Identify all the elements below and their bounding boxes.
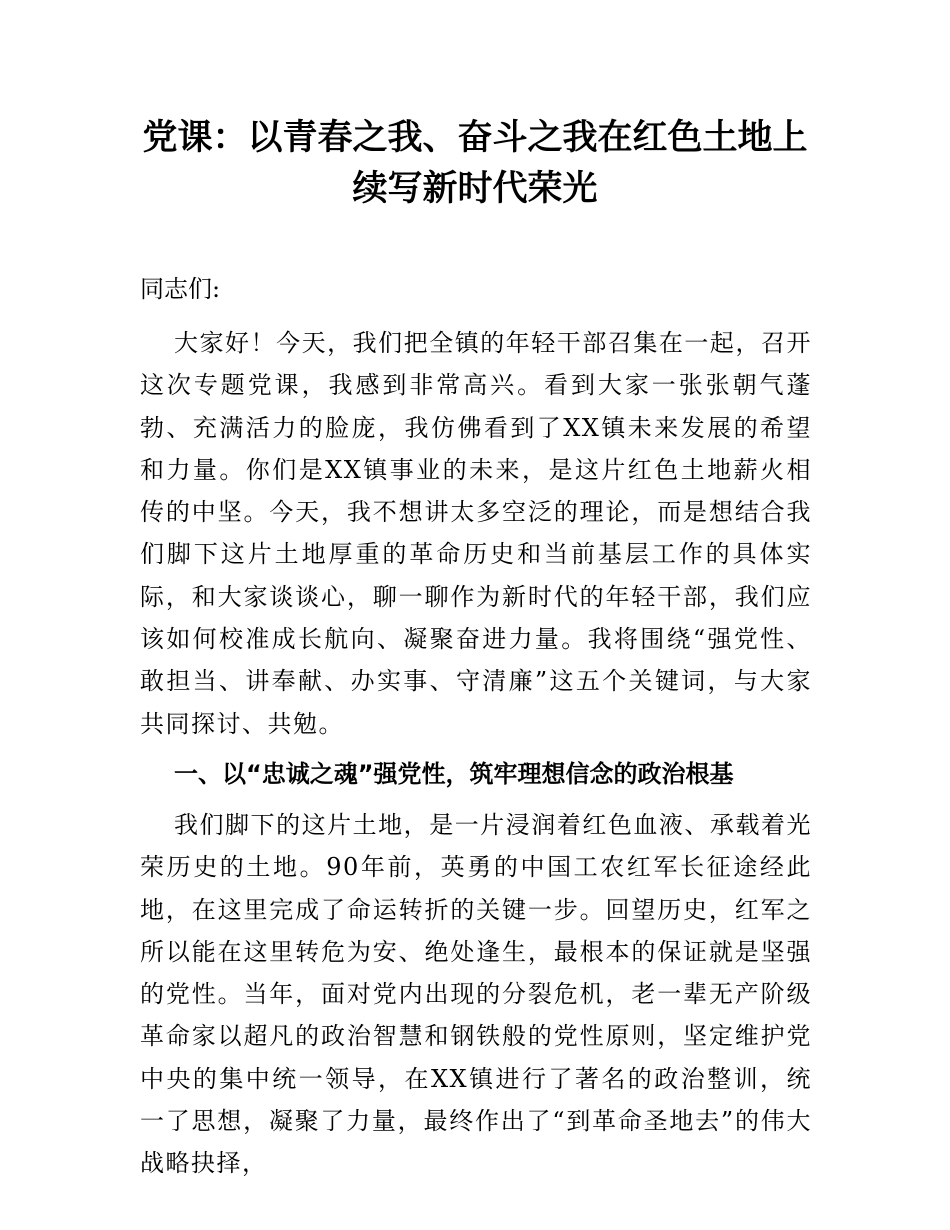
document-title xyxy=(100,112,850,214)
section-heading: 一、以“忠诚之魂”强党性，筑牢理想信念的政治根基 xyxy=(174,759,734,788)
salutation: 同志们: xyxy=(140,275,221,303)
spacer xyxy=(140,311,812,322)
spacer xyxy=(140,745,812,753)
document-body xyxy=(140,268,812,1185)
title-line-2: 续写新时代荣光 xyxy=(352,168,598,209)
section-paragraph: 我们脚下的这片土地，是一片浸润着红色血液、承载着光荣历史的土地。90年前，英勇的中国工农红军长征途经此地，在这里完成了命运转折的关键一步。回望历史，红军之所以能在这里转危为安、绝处逢生，最根本的保证就是坚强的党性。当年，面对党内出现的分裂危机，老一辈无产阶级革命家以超凡的政治智慧和钢铁般的党性原则，坚定维护党中央的集中统一领导，在XX镇进行了著名的政治整训，统一了思想，凝聚了力量，最终作出了“到革命圣地去”的伟大战略抉择， xyxy=(140,810,812,1178)
title-line-1: 党课：以青春之我、奋斗之我在红色土地上 xyxy=(142,117,808,158)
intro-paragraph: 大家好！今天，我们把全镇的年轻干部召集在一起，召开这次专题党课，我感到非常高兴。看到大家一张张朝气蓬勃、充满活力的脸庞，我仿佛看到了XX镇未来发展的希望和力量。你们是XX镇事业的未来，是这片红色土地薪火相传的中坚。今天，我不想讲太多空泛的理论，而是想结合我们脚下这片土地厚重的革命历史和当前基层工作的具体实际，和大家谈谈心，聊一聊作为新时代的年轻干部，我们应该如何校准成长航向、凝聚奋进力量。我将围绕“强党性、敢担当、讲奉献、办实事、守清廉”这五个关键词，与大家共同探讨、共勉。 xyxy=(140,329,812,738)
spacer xyxy=(140,796,812,804)
